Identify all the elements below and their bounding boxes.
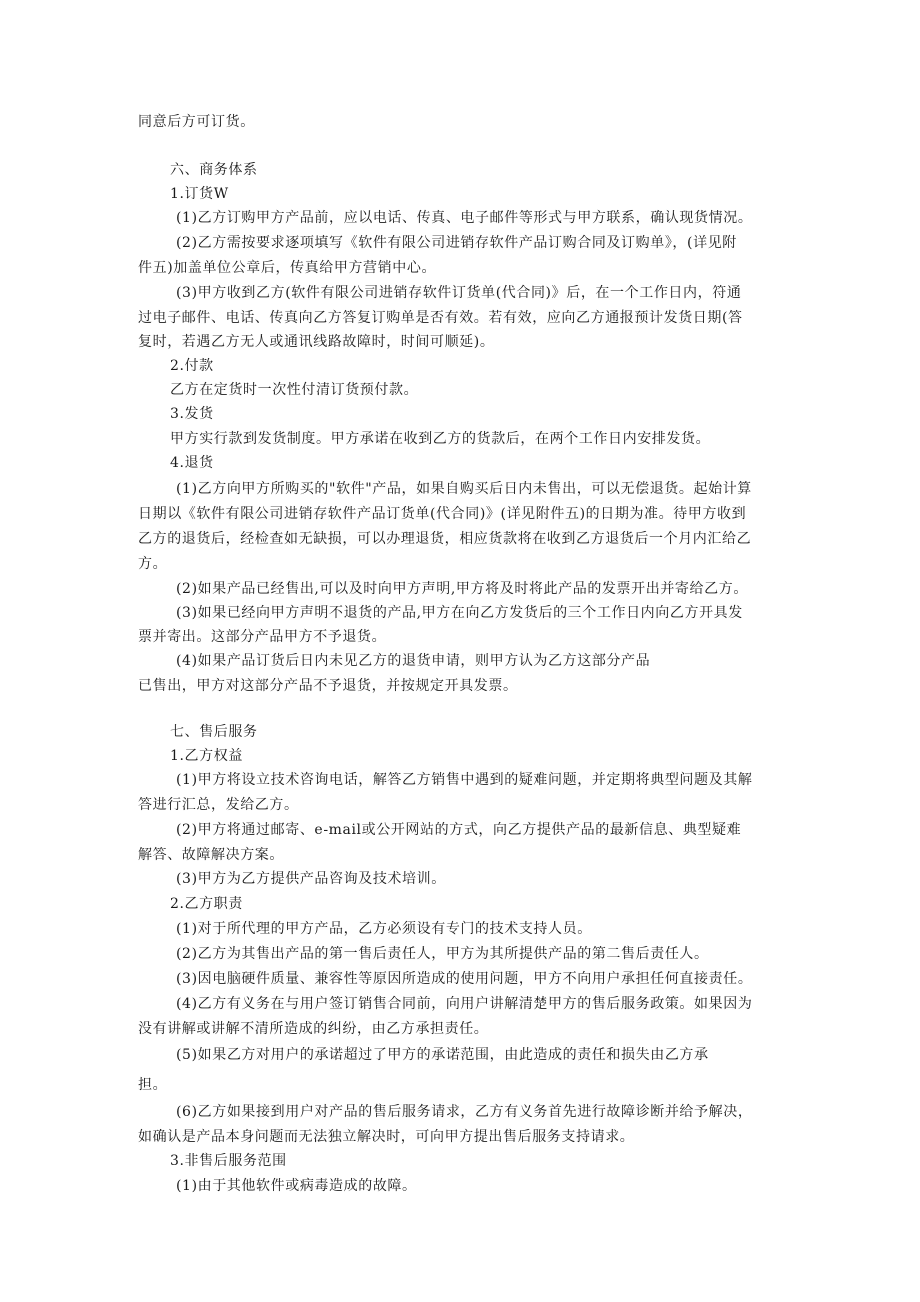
text-line: (5)如果乙方对用户的承诺超过了甲方的承诺范围，由此造成的责任和损失由乙方承 [176,1047,709,1063]
subsection-heading: 4.退货 [170,455,214,471]
text-line: (3)甲方收到乙方(软件有限公司进销存软件订货单(代合同)》后，在一个工作日内，符通 [176,285,742,301]
text-line: 乙方在定货时一次性付清订货预付款。 [170,382,419,398]
subsection-heading: 3.发货 [170,406,214,422]
text-line: (1)由于其他软件或病毒造成的故障。 [176,1178,417,1194]
text-line: 过电子邮件、电话、传真向乙方答复订购单是否有效。若有效，应向乙方通报预计发货日期(答 [138,310,743,326]
text-line: (1)甲方将设立技术咨询电话，解答乙方销售中遇到的疑难问题，并定期将典型问题及其解 [176,772,753,788]
text-line: (2)乙方为其售出产品的第一售后责任人，甲方为其所提供产品的第二售后责任人。 [176,946,709,962]
text-line: 乙方的退货后，经检查如无缺损，可以办理退货，相应货款将在收到乙方退货后一个月内汇给乙 [138,531,752,547]
text-line: (1)乙方向甲方所购买的"软件"产品，如果自购买后日内未售出，可以无偿退货。起始计算 [176,481,752,497]
text-line: 复时，若遇乙方无人或通讯线路故障时，时间可顺延)。 [138,334,495,350]
subsection-heading: 2.乙方职责 [170,896,243,912]
subsection-heading: 1.订货W [170,186,229,202]
text-line: 方。 [138,556,168,572]
text-line: (4)如果产品订货后日内未见乙方的退货申请，则甲方认为乙方这部分产品 [176,653,651,669]
text-line: (6)乙方如果接到用户对产品的售后服务请求，乙方有义务首先进行故障诊断并给予解决， [176,1104,753,1120]
text-line: (3)甲方为乙方提供产品咨询及技术培训。 [176,871,446,887]
text-line: (1)乙方订购甲方产品前，应以电话、传真、电子邮件等形式与甲方联系，确认现货情况。 [176,210,753,226]
subsection-heading: 2.付款 [170,358,214,374]
text-line: 日期以《软件有限公司进销存软件产品订货单(代合同)》(详见附件五)的日期为准。待甲方收到 [138,506,747,522]
text-line: (2)甲方将通过邮寄、e-mail或公开网站的方式，向乙方提供产品的最新信息、典型疑难 [176,822,742,838]
text-line: (3)如果已经向甲方声明不退货的产品,甲方在向乙方发货后的三个工作日内向乙方开具发 [176,605,743,621]
section-heading: 六、商务体系 [170,162,258,178]
text-line: 如确认是产品本身问题而无法独立解决时，可向甲方提出售后服务支持请求。 [138,1129,635,1145]
text-line: (4)乙方有义务在与用户签订销售合同前，向用户讲解清楚甲方的售后服务政策。如果因为 [176,996,753,1012]
text-line: 已售出，甲方对这部分产品不予退货，并按规定开具发票。 [138,678,518,694]
text-line: 答进行汇总，发给乙方。 [138,797,299,813]
text-line: (3)因电脑硬件质量、兼容性等原因所造成的使用问题，甲方不向用户承担任何直接责任。 [176,971,753,987]
text-line: 同意后方可订货。 [138,114,255,130]
text-line: 票并寄出。这部分产品甲方不予退货。 [138,629,387,645]
text-line: 没有讲解或讲解不清所造成的纠纷，由乙方承担责任。 [138,1021,489,1037]
text-line: (2)乙方需按要求逐项填写《软件有限公司进销存软件产品订购合同及订购单》，(详见附 [176,235,737,251]
text-line: (1)对于所代理的甲方产品，乙方必须设有专门的技术支持人员。 [176,921,592,937]
text-line: 甲方实行款到发货制度。甲方承诺在收到乙方的货款后，在两个工作日内安排发货。 [170,431,711,447]
subsection-heading: 1.乙方权益 [170,748,243,764]
text-line: 解答、故障解决方案。 [138,847,284,863]
text-line: 件五)加盖单位公章后，传真给甲方营销中心。 [138,260,437,276]
text-line: 担。 [138,1077,168,1093]
text-line: (2)如果产品已经售出,可以及时向甲方声明,甲方将及时将此产品的发票开出并寄给乙方。 [176,581,748,597]
subsection-heading: 3.非售后服务范围 [170,1153,287,1169]
section-heading: 七、售后服务 [170,724,258,740]
